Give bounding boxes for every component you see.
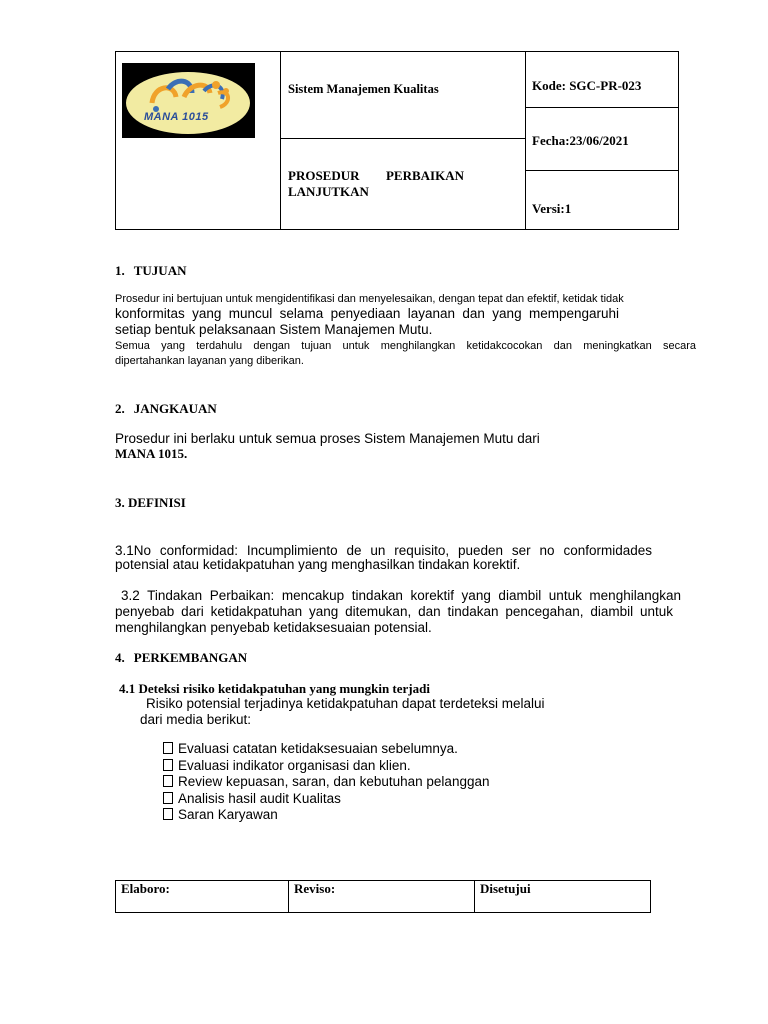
paragraph-line: setiap bentuk pelaksanaan Sistem Manajemen Mutu. (115, 322, 433, 337)
document-code: Kode: SGC-PR-023 (532, 78, 642, 93)
paragraph-line: penyebab dari ketidakpatuhan yang ditemukan, dan tindakan pencegahan, diambil untuk (115, 604, 673, 619)
list-item (163, 807, 489, 824)
list-item-text: Evaluasi indikator organisasi dan klien. (178, 757, 411, 773)
section-number: 2. (115, 401, 125, 416)
paragraph-line: Semua yang terdahulu dengan tujuan untuk menghilangkan ketidakcocokan dan meningkatkan secara (115, 340, 696, 352)
paragraph-line: dari media berikut: (140, 712, 252, 727)
paragraph-line: 3.1No conformidad: Incumplimiento de un requisito, pueden ser no conformidades (115, 543, 652, 558)
section-title: PERKEMBANGAN (133, 650, 248, 665)
list-item (163, 741, 489, 758)
paragraph-line: menghilangkan penyebab ketidaksesuaian potensial. (115, 620, 432, 635)
elaboro-label: Elaboro: (121, 881, 170, 896)
paragraph-line: dipertahankan layanan yang diberikan. (115, 355, 304, 367)
document-header-table (115, 51, 679, 230)
list-item-text: Evaluasi catatan ketidaksesuaian sebelumnya. (178, 741, 458, 756)
reviso-label: Reviso: (294, 881, 336, 896)
subsection-heading: 4.1 Deteksi risiko ketidakpatuhan yang mungkin terjadi (119, 681, 430, 696)
list-item (163, 791, 489, 808)
bullet-box-icon (163, 808, 173, 820)
footer-divider (474, 881, 475, 912)
bullet-box-icon (163, 775, 173, 787)
header-divider (525, 52, 526, 229)
document-title (288, 168, 464, 200)
document-date: Fecha:23/06/2021 (532, 133, 629, 148)
list-item-text: Review kepuasan, saran, dan kebutuhan pelanggan (178, 774, 490, 789)
section-number: 1. (115, 263, 125, 278)
approval-table (115, 880, 651, 913)
bullet-list (163, 741, 489, 824)
paragraph-line: Risiko potensial terjadinya ketidakpatuhan dapat terdeteksi melalui (146, 696, 545, 711)
paragraph-line: konformitas yang muncul selama penyediaan layanan dan yang mempengaruhi (115, 306, 619, 321)
header-divider (280, 138, 525, 139)
document-version: Versi:1 (532, 201, 572, 216)
section-heading: 3. DEFINISI (115, 495, 186, 510)
paragraph-line: potensial atau ketidakpatuhan yang menghasilkan tindakan korektif. (115, 557, 521, 572)
header-divider (525, 170, 678, 171)
disetujui-label: Disetujui (480, 881, 531, 896)
bullet-box-icon (163, 759, 173, 771)
paragraph-line: 3.2 Tindakan Perbaikan: mencakup tindakan korektif yang diambil untuk menghilangkan (121, 588, 681, 603)
organization-name: MANA 1015. (115, 446, 188, 461)
company-logo (122, 63, 255, 138)
list-item-text: Analisis hasil audit Kualitas (178, 790, 341, 806)
section-title: JANGKAUAN (133, 401, 217, 416)
section-heading (115, 263, 186, 279)
title-word: PROSEDUR (288, 168, 360, 183)
list-item (163, 758, 489, 775)
footer-divider (288, 881, 289, 912)
title-word: PERBAIKAN (385, 168, 464, 183)
bullet-box-icon (163, 742, 173, 754)
section-heading (115, 650, 247, 666)
paragraph-line: Prosedur ini berlaku untuk semua proses Sistem Manajemen Mutu dari (115, 431, 540, 446)
header-divider (525, 107, 678, 108)
title-line: LANJUTKAN (288, 184, 369, 199)
section-title: TUJUAN (133, 263, 187, 278)
list-item-text: Saran Karyawan (178, 807, 278, 822)
header-divider (280, 52, 281, 229)
system-name: Sistem Manajemen Kualitas (288, 82, 439, 96)
paragraph-line: Prosedur ini bertujuan untuk mengidentifikasi dan menyelesaikan, dengan tepat dan efektif, ketidak tidak (115, 293, 624, 305)
list-item (163, 774, 489, 791)
section-heading (115, 401, 217, 417)
bullet-box-icon (163, 792, 173, 804)
logo-text: MANA 1015 (144, 111, 209, 123)
section-number: 4. (115, 650, 125, 665)
